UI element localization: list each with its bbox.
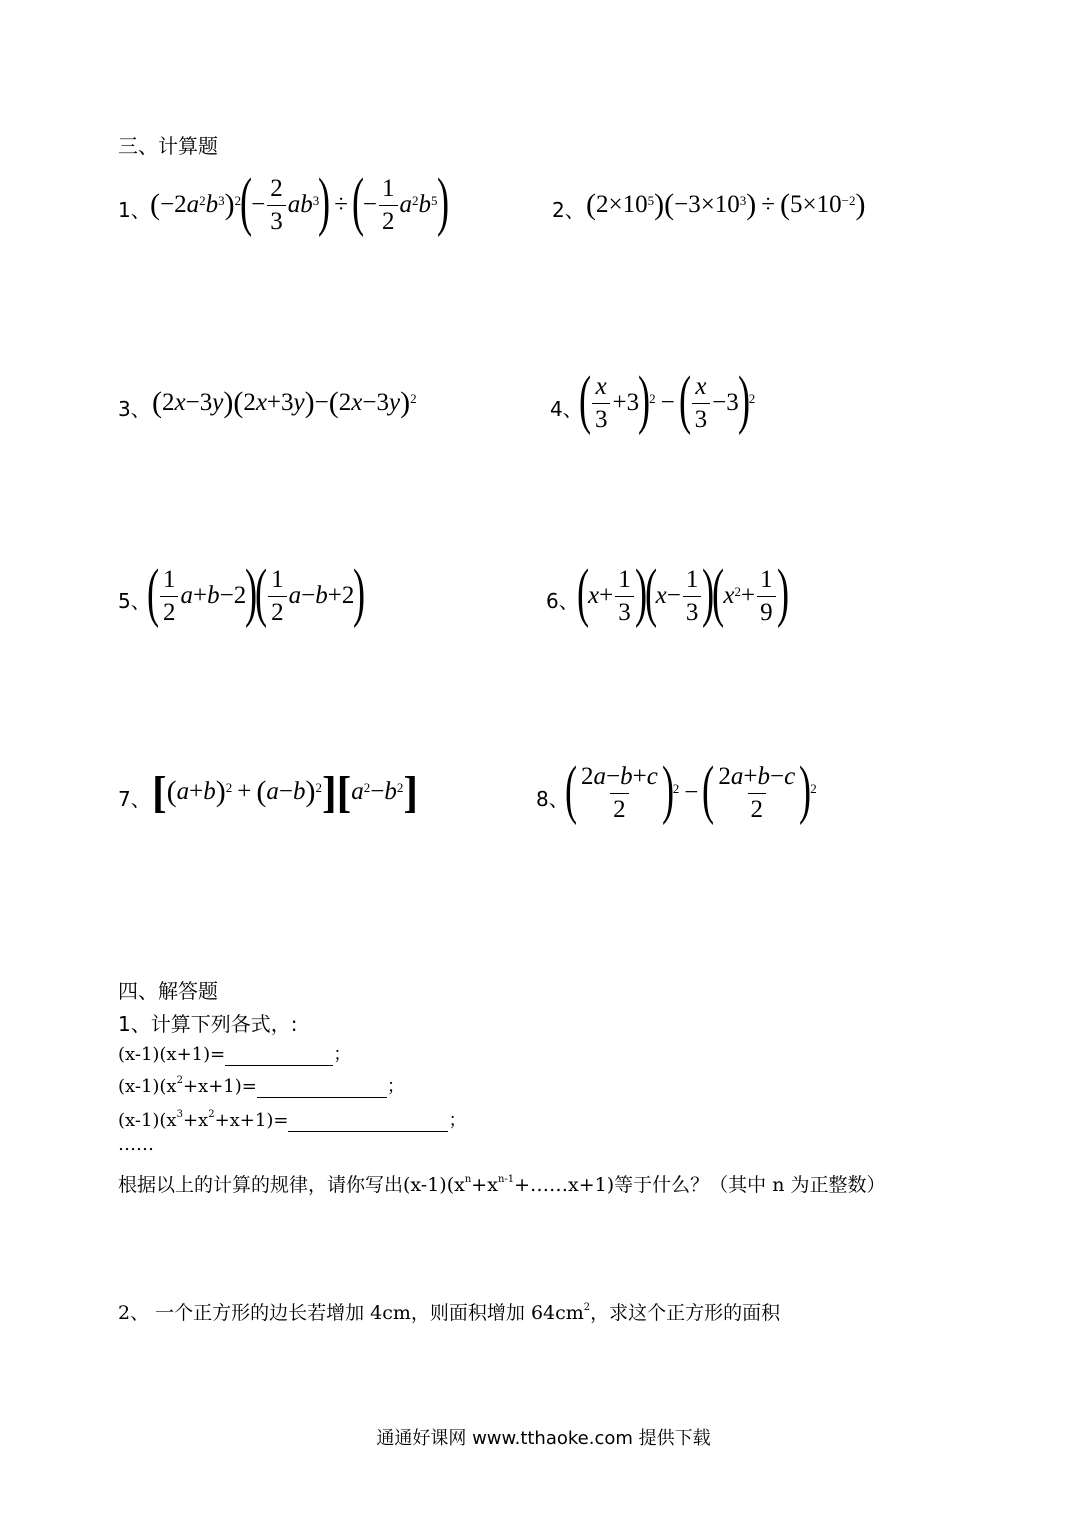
question-2-text-a: 2、 一个正方形的边长若增加 4cm，则面积增加 64cm: [118, 1302, 584, 1324]
question-1-line-2: $(x-1)(x^2+x+1)=$ ；: [118, 1075, 405, 1097]
problem-1-label: 1、: [118, 198, 151, 222]
ellipsis: ……: [118, 1134, 154, 1155]
answer-blank-2[interactable]: [257, 1079, 387, 1098]
problem-7-expression: [ ( a + b ) $^2$ + ( a − b ) $^2$ ][ a $^2$ − b $^2$ ]: [152, 767, 419, 817]
question-1-line-3: $(x-1)(x^3+x^2+x+1)=$ ；: [118, 1109, 467, 1131]
question-1-line-1: [118, 1040, 351, 1066]
problem-8-label: 8、: [536, 787, 569, 811]
problem-3-expression: ( 2 x −3 y )( 2 x +3 y ) − ( 2 x −3 y ) $^2$: [152, 386, 417, 419]
question-2: 2、 一个正方形的边长若增加 4cm，则面积增加 $64cm^2$，求这个正方形的面积: [118, 1301, 781, 1324]
question-2-text-b: ，求这个正方形的面积: [590, 1302, 781, 1324]
problem-1-expression: ( −2 a $^2$ b $^3$ ) $^2$ ( − $\frac{2}{3}$ ab $^3$ ) ÷ ( − $\frac{1}{2}$ a $^2$ b $^5$ ): [150, 165, 449, 238]
line-3-expression-c: +x+1)=: [214, 1110, 289, 1131]
rule-text-c: +……x+1)等于什么？（其中 n 为正整数）: [514, 1174, 886, 1196]
section-4-title: 四、解答题: [118, 979, 218, 1003]
answer-blank-3[interactable]: [288, 1113, 448, 1132]
line-3-expression-b: +x: [182, 1110, 209, 1131]
answer-blank-1[interactable]: [225, 1047, 333, 1066]
problem-2-expression: ( 2×10 $^5$ )( −3×10 $^3$ ) ÷ ( 5×10 $^{-2}$ ): [586, 188, 866, 221]
question-1-rule: [118, 1170, 886, 1197]
line-1-expression: (x-1)(x+1)=: [118, 1044, 226, 1065]
rule-text-b: +x: [471, 1174, 498, 1196]
problem-2-label: 2、: [552, 198, 585, 222]
problem-5-label: 5、: [118, 589, 151, 613]
problem-7-label: 7、: [118, 787, 151, 811]
problem-5-expression: ( $\frac{1}{2}$ a + b −2 ) ( $\frac{1}{2}$ a − b +2 ): [146, 556, 366, 629]
rule-sup-n-1: n-1: [497, 1173, 515, 1185]
rule-sup-n: n: [464, 1173, 472, 1185]
rule-text-a: 根据以上的计算的规律，请你写出(x-1)(x: [118, 1174, 465, 1196]
section-3-title: 三、计算题: [118, 134, 218, 158]
line-3-semicolon: ；: [448, 1110, 467, 1131]
problem-4-expression: ( $\frac{x}{3}$ +3 ) $^2$ − ( $\frac{x}{3}$ −3 ) $^2$: [578, 363, 756, 436]
line-2-expression-b: +x+1)=: [182, 1076, 257, 1097]
problem-4-label: 4、: [550, 397, 583, 421]
line-2-expression-a: (x-1)(x: [118, 1076, 177, 1097]
problem-6-expression: ( x + $\frac{1}{3}$ ) ( x − $\frac{1}{3}$ ) ( x $^2$ + $\frac{1}{9}$ ): [576, 556, 789, 629]
line-2-semicolon: ；: [386, 1076, 405, 1097]
question-1-intro: 1、计算下列各式，:: [118, 1012, 298, 1036]
line-1-semicolon: ；: [333, 1044, 352, 1065]
problem-3-label: 3、: [118, 397, 151, 421]
problem-6-label: 6、: [546, 589, 579, 613]
footer-credit: 通通好课网 www.tthaoke.com 提供下载: [376, 1428, 711, 1449]
problem-8-expression: ( $\frac{2a-b+c}{2}$ ) $^2$ − ( $\frac{2a+b-c}{2}$ ) $^2$: [564, 753, 817, 826]
line-3-expression-a: (x-1)(x: [118, 1110, 177, 1131]
